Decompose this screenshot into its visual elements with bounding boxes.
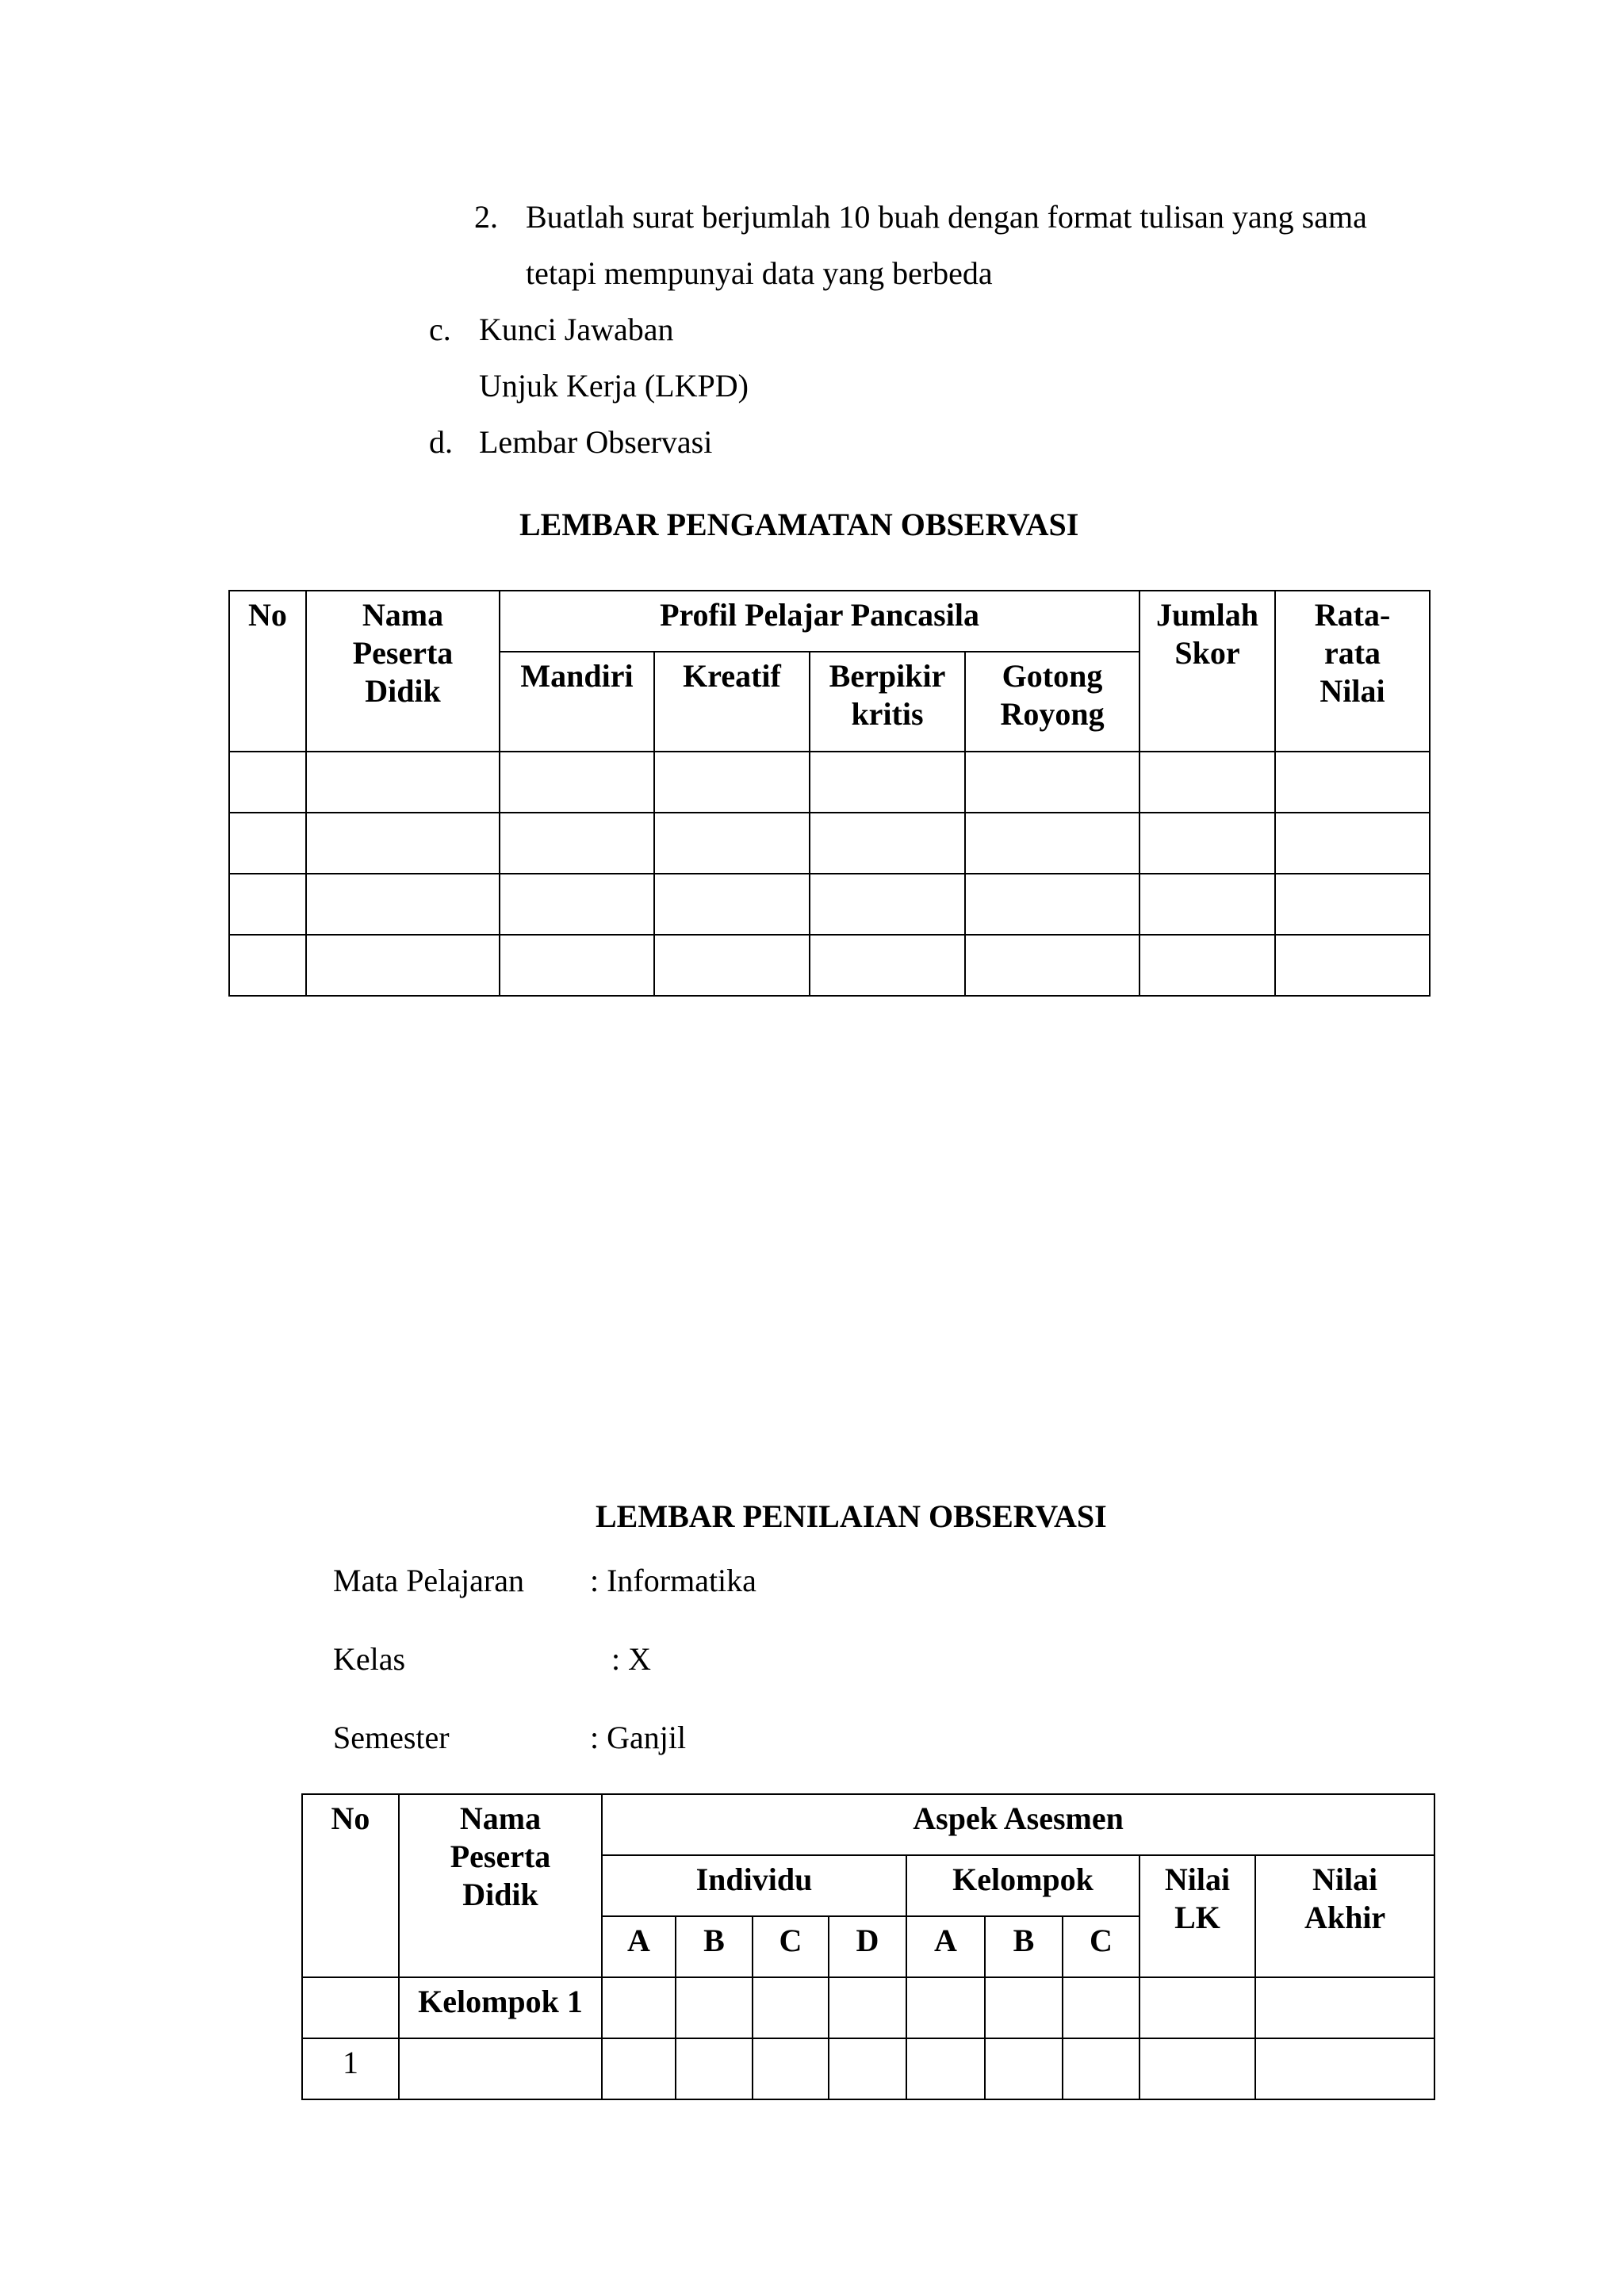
- class-label: Kelas: [333, 1641, 406, 1677]
- header-individual-b: B: [676, 1916, 753, 1977]
- observation-sheet-heading: Lembar Observasi: [479, 424, 713, 460]
- header-student-name: Nama Peserta Didik: [306, 591, 500, 752]
- table-row: [302, 2038, 1434, 2099]
- list-number-2: 2.: [474, 199, 498, 235]
- table-row: [229, 874, 1430, 935]
- table-row: [302, 1977, 1434, 2038]
- class-value: : X: [611, 1641, 651, 1677]
- semester-value: : Ganjil: [590, 1720, 687, 1755]
- header-lk-score: Nilai LK: [1139, 1855, 1255, 1977]
- answer-key-heading: Kunci Jawaban: [479, 312, 674, 347]
- subject-value: : Informatika: [590, 1563, 756, 1598]
- table-row: [229, 752, 1430, 813]
- observation-table-title: LEMBAR PENGAMATAN OBSERVASI: [519, 507, 1079, 542]
- answer-key-subheading: Unjuk Kerja (LKPD): [479, 368, 749, 404]
- header-student-name: Nama Peserta Didik: [399, 1794, 602, 1977]
- assessment-table-title: LEMBAR PENILAIAN OBSERVASI: [596, 1498, 1107, 1534]
- observation-table: [228, 590, 1431, 997]
- header-individual: Individu: [602, 1855, 906, 1916]
- list-letter-d: d.: [429, 424, 453, 460]
- header-final-score: Nilai Akhir: [1255, 1855, 1434, 1977]
- assessment-table: [301, 1793, 1435, 2100]
- header-assessment-aspect: Aspek Asesmen: [602, 1794, 1434, 1855]
- header-individual-d: D: [829, 1916, 906, 1977]
- list-letter-c: c.: [429, 312, 451, 347]
- header-group-a: A: [906, 1916, 985, 1977]
- header-gotong-royong: Gotong Royong: [965, 652, 1139, 752]
- header-individual-c: C: [753, 1916, 829, 1977]
- table-row: [229, 813, 1430, 874]
- semester-label: Semester: [333, 1720, 450, 1755]
- subject-label: Mata Pelajaran: [333, 1563, 524, 1598]
- header-average: Rata- rata Nilai: [1275, 591, 1430, 752]
- table-row: [229, 935, 1430, 996]
- row-number-cell: 1: [302, 2038, 399, 2099]
- header-no: No: [229, 591, 306, 752]
- header-group-b: B: [985, 1916, 1063, 1977]
- header-kreatif: Kreatif: [654, 652, 810, 752]
- header-group: Kelompok: [906, 1855, 1139, 1916]
- header-pancasila-profile: Profil Pelajar Pancasila: [500, 591, 1139, 652]
- group-label-cell: Kelompok 1: [399, 1977, 602, 2038]
- header-total-score: Jumlah Skor: [1139, 591, 1275, 752]
- header-critical-thinking: Berpikir kritis: [810, 652, 965, 752]
- header-individual-a: A: [602, 1916, 676, 1977]
- header-group-c: C: [1063, 1916, 1139, 1977]
- instruction-line-1: Buatlah surat berjumlah 10 buah dengan format tulisan yang sama: [526, 199, 1367, 235]
- header-no: No: [302, 1794, 399, 1977]
- instruction-line-2: tetapi mempunyai data yang berbeda: [526, 255, 993, 291]
- header-mandiri: Mandiri: [500, 652, 654, 752]
